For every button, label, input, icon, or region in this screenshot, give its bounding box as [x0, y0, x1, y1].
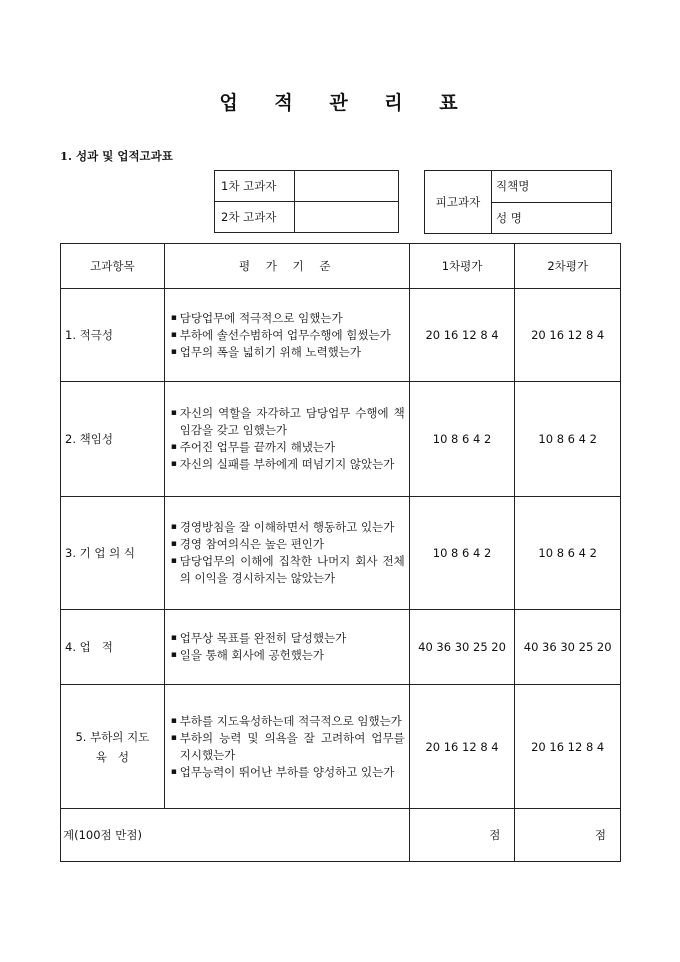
row-item [61, 685, 165, 809]
bullet-icon: ▪ [170, 442, 177, 452]
row-item: 2. 책임성 [61, 382, 165, 497]
row-criteria [164, 610, 409, 685]
criteria-item: 업무의 폭을 넓히기 위해 노력했는가 [179, 344, 362, 359]
bullet-icon: ▪ [170, 766, 177, 777]
first-eval-scores[interactable]: 20 16 12 8 4 [409, 685, 515, 809]
table-row [61, 497, 621, 610]
header-first-eval: 1차평가 [409, 244, 515, 289]
header-item: 고과항목 [61, 244, 165, 289]
bullet-icon: ▪ [170, 539, 177, 549]
bullet-icon: ▪ [170, 522, 177, 532]
criteria-item: 자신의 역할을 자각하고 담당업무 수행에 책임감을 갖고 임했는가 [179, 406, 405, 437]
bullet-icon: ▪ [170, 715, 177, 726]
name-field[interactable]: 성 명 [492, 202, 612, 234]
second-evaluator-field[interactable] [295, 202, 399, 233]
table-row [61, 382, 621, 497]
table-row [61, 610, 621, 685]
position-field[interactable]: 직책명 [492, 171, 612, 203]
criteria-item: 주어진 업무를 끝까지 해냈는가 [179, 440, 336, 454]
evaluator-table [214, 170, 399, 233]
header-criteria: 평 가 기 준 [164, 244, 409, 289]
row-item-line: 육 성 [95, 749, 129, 764]
page-title: 업 적 관 리 표 [219, 92, 473, 114]
criteria-item: 부하의 능력 및 의욕을 잘 고려하여 업무를 지시했는가 [179, 730, 405, 762]
evaluation-table [60, 243, 621, 862]
first-eval-total[interactable]: 점 [409, 809, 515, 862]
second-eval-scores[interactable]: 40 36 30 25 20 [515, 610, 621, 685]
bullet-icon: ▪ [170, 732, 177, 743]
bullet-icon: ▪ [170, 459, 177, 469]
second-evaluator-label: 2차 고과자 [215, 202, 295, 233]
bullet-icon: ▪ [170, 329, 177, 340]
row-item-line: 5. 부하의 지도 [75, 729, 150, 744]
bullet-icon: ▪ [170, 633, 177, 643]
row-item: 3. 기 업 의 식 [61, 497, 165, 610]
first-evaluator-field[interactable] [295, 171, 399, 202]
criteria-item: 자신의 실패를 부하에게 떠넘기지 않았는가 [179, 457, 395, 471]
total-row [61, 809, 621, 862]
bullet-icon: ▪ [170, 312, 177, 323]
second-eval-scores[interactable]: 10 8 6 4 2 [515, 497, 621, 610]
bullet-icon: ▪ [170, 346, 177, 357]
section-heading: 1. 성과 및 업적고과표 [60, 149, 173, 163]
criteria-item: 담당업무의 이해에 집착한 나머지 회사 전체의 이익을 경시하지는 않았는가 [179, 554, 405, 585]
first-evaluator-label: 1차 고과자 [215, 171, 295, 202]
row-criteria [164, 497, 409, 610]
criteria-item: 일을 통해 회사에 공헌했는가 [179, 648, 325, 662]
criteria-item: 경영방침을 잘 이해하면서 행동하고 있는가 [179, 520, 395, 534]
criteria-item: 업무상 목표를 완전히 달성했는가 [179, 631, 347, 645]
bullet-icon: ▪ [170, 408, 177, 418]
table-header-row [61, 244, 621, 289]
table-row [61, 685, 621, 809]
row-criteria [164, 289, 409, 382]
second-eval-scores[interactable]: 20 16 12 8 4 [515, 289, 621, 382]
criteria-item: 업무능력이 뛰어난 부하를 양성하고 있는가 [179, 764, 395, 779]
evaluatee-table [424, 170, 612, 234]
criteria-item: 담당업무에 적극적으로 임했는가 [179, 310, 343, 325]
criteria-item: 경영 참여의식은 높은 편인가 [179, 537, 325, 551]
row-criteria [164, 685, 409, 809]
header-second-eval: 2차평가 [515, 244, 621, 289]
row-item: 4. 업 적 [61, 610, 165, 685]
criteria-item: 부하에 솔선수범하여 업무수행에 힘썼는가 [179, 327, 391, 342]
second-eval-scores[interactable]: 20 16 12 8 4 [515, 685, 621, 809]
bullet-icon: ▪ [170, 556, 177, 566]
row-criteria [164, 382, 409, 497]
bullet-icon: ▪ [170, 650, 177, 660]
second-eval-total[interactable]: 점 [515, 809, 621, 862]
row-item: 1. 적극성 [61, 289, 165, 382]
criteria-item: 부하를 지도육성하는데 적극적으로 임했는가 [179, 713, 402, 728]
table-row [61, 289, 621, 382]
total-label: 계(100점 만점) [61, 809, 410, 862]
first-eval-scores[interactable]: 20 16 12 8 4 [409, 289, 515, 382]
first-eval-scores[interactable]: 40 36 30 25 20 [409, 610, 515, 685]
second-eval-scores[interactable]: 10 8 6 4 2 [515, 382, 621, 497]
first-eval-scores[interactable]: 10 8 6 4 2 [409, 382, 515, 497]
evaluatee-label: 피고과자 [425, 171, 492, 234]
first-eval-scores[interactable]: 10 8 6 4 2 [409, 497, 515, 610]
